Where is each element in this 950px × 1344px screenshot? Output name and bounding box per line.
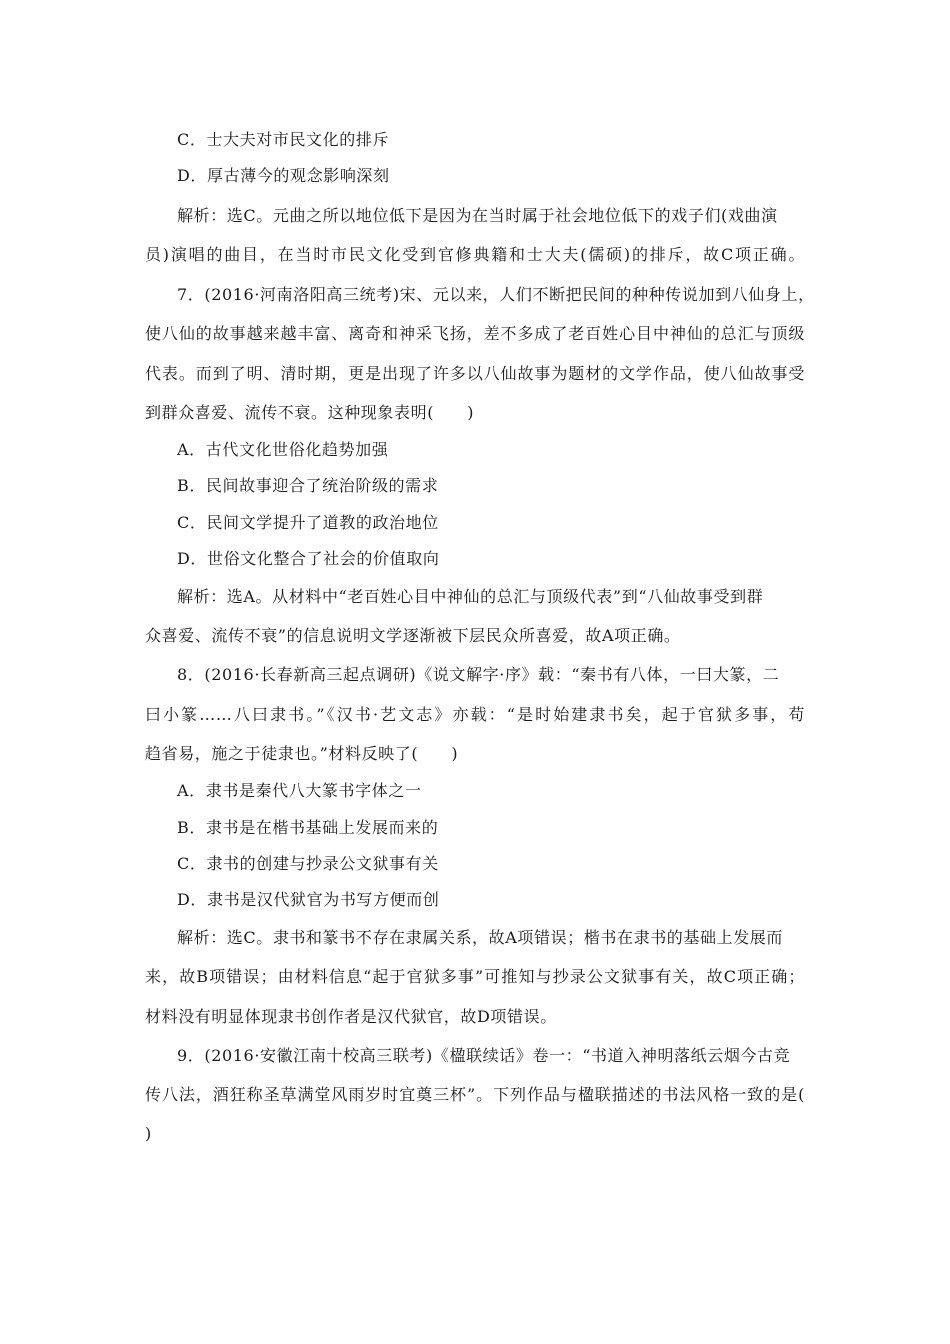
- q8-stem-line-3: 趋省易，施之于徒隶也。”材料反映了( ): [145, 744, 459, 763]
- q8-stem-line-2: 曰小篆……八曰隶书。”《汉书·艺文志》亦载：“是时始建隶书矣，起于官狱多事，苟: [145, 705, 805, 724]
- q8-option-b: B．隶书是在楷书基础上发展而来的: [177, 818, 439, 837]
- q7-analysis-line-2: 众喜爱、流传不衰”的信息说明文学逐渐被下层民众所喜爱，故A项正确。: [145, 626, 681, 645]
- q7-option-b: B．民间故事迎合了统治阶级的需求: [177, 476, 439, 495]
- q9-stem-line-2: 传八法，酒狂称圣草满堂风雨岁时宜奠三杯”。下列作品与楹联描述的书法风格一致的是(: [145, 1085, 805, 1104]
- q8-analysis-line-2: 来，故B项错误；由材料信息“起于官狱多事”可推知与抄录公文狱事有关，故C项正确；: [145, 967, 805, 986]
- q8-analysis-line-1: 解析：选C。隶书和篆书不存在隶属关系，故A项错误；楷书在隶书的基础上发展而: [177, 928, 783, 947]
- q7-stem-line-1: 7．(2016·河南洛阳高三统考)宋、元以来，人们不断把民间的种种传说加到八仙身上，: [177, 285, 815, 304]
- q7-option-c: C．民间文学提升了道教的政治地位: [177, 513, 439, 532]
- q8-option-c: C．隶书的创建与抄录公文狱事有关: [177, 854, 439, 873]
- q6-option-c: C．士大夫对市民文化的排斥: [177, 130, 390, 149]
- q9-stem-line-3: ): [145, 1124, 152, 1143]
- q6-option-d: D．厚古薄今的观念影响深刻: [177, 166, 390, 185]
- q7-stem-line-3: 代表。而到了明、清时期，更是出现了许多以八仙故事为题材的文学作品，使八仙故事受: [145, 364, 805, 383]
- q7-option-a: A．古代文化世俗化趋势加强: [177, 440, 389, 459]
- q6-analysis-line-1: 解析：选C。元曲之所以地位低下是因为在当时属于社会地位低下的戏子们(戏曲演: [177, 206, 778, 225]
- q8-analysis-line-3: 材料没有明显体现隶书创作者是汉代狱官，故D项错误。: [145, 1007, 557, 1026]
- q9-stem-line-1: 9．(2016·安徽江南十校高三联考)《楹联续话》卷一：“书道入神明落纸云烟今古竞: [177, 1046, 791, 1065]
- q6-analysis-line-2: 员)演唱的曲目，在当时市民文化受到官修典籍和士大夫(儒硕)的排斥，故C项正确。: [145, 245, 805, 264]
- q7-analysis-line-1: 解析：选A。从材料中“老百姓心目中神仙的总汇与顶级代表”到“八仙故事受到群: [177, 587, 764, 606]
- q7-stem-line-2: 使八仙的故事越来越丰富、离奇和神采飞扬，差不多成了老百姓心目中神仙的总汇与顶级: [145, 324, 805, 343]
- q8-stem-line-1: 8．(2016·长春新高三起点调研)《说文解字·序》载：“秦书有八体，一曰大篆，二: [177, 665, 780, 684]
- q8-option-d: D．隶书是汉代狱官为书写方便而创: [177, 890, 440, 909]
- q8-option-a: A．隶书是秦代八大篆书字体之一: [177, 781, 422, 800]
- q7-option-d: D．世俗文化整合了社会的价值取向: [177, 549, 440, 568]
- q7-stem-line-4: 到群众喜爱、流传不衰。这种现象表明( ): [145, 403, 475, 422]
